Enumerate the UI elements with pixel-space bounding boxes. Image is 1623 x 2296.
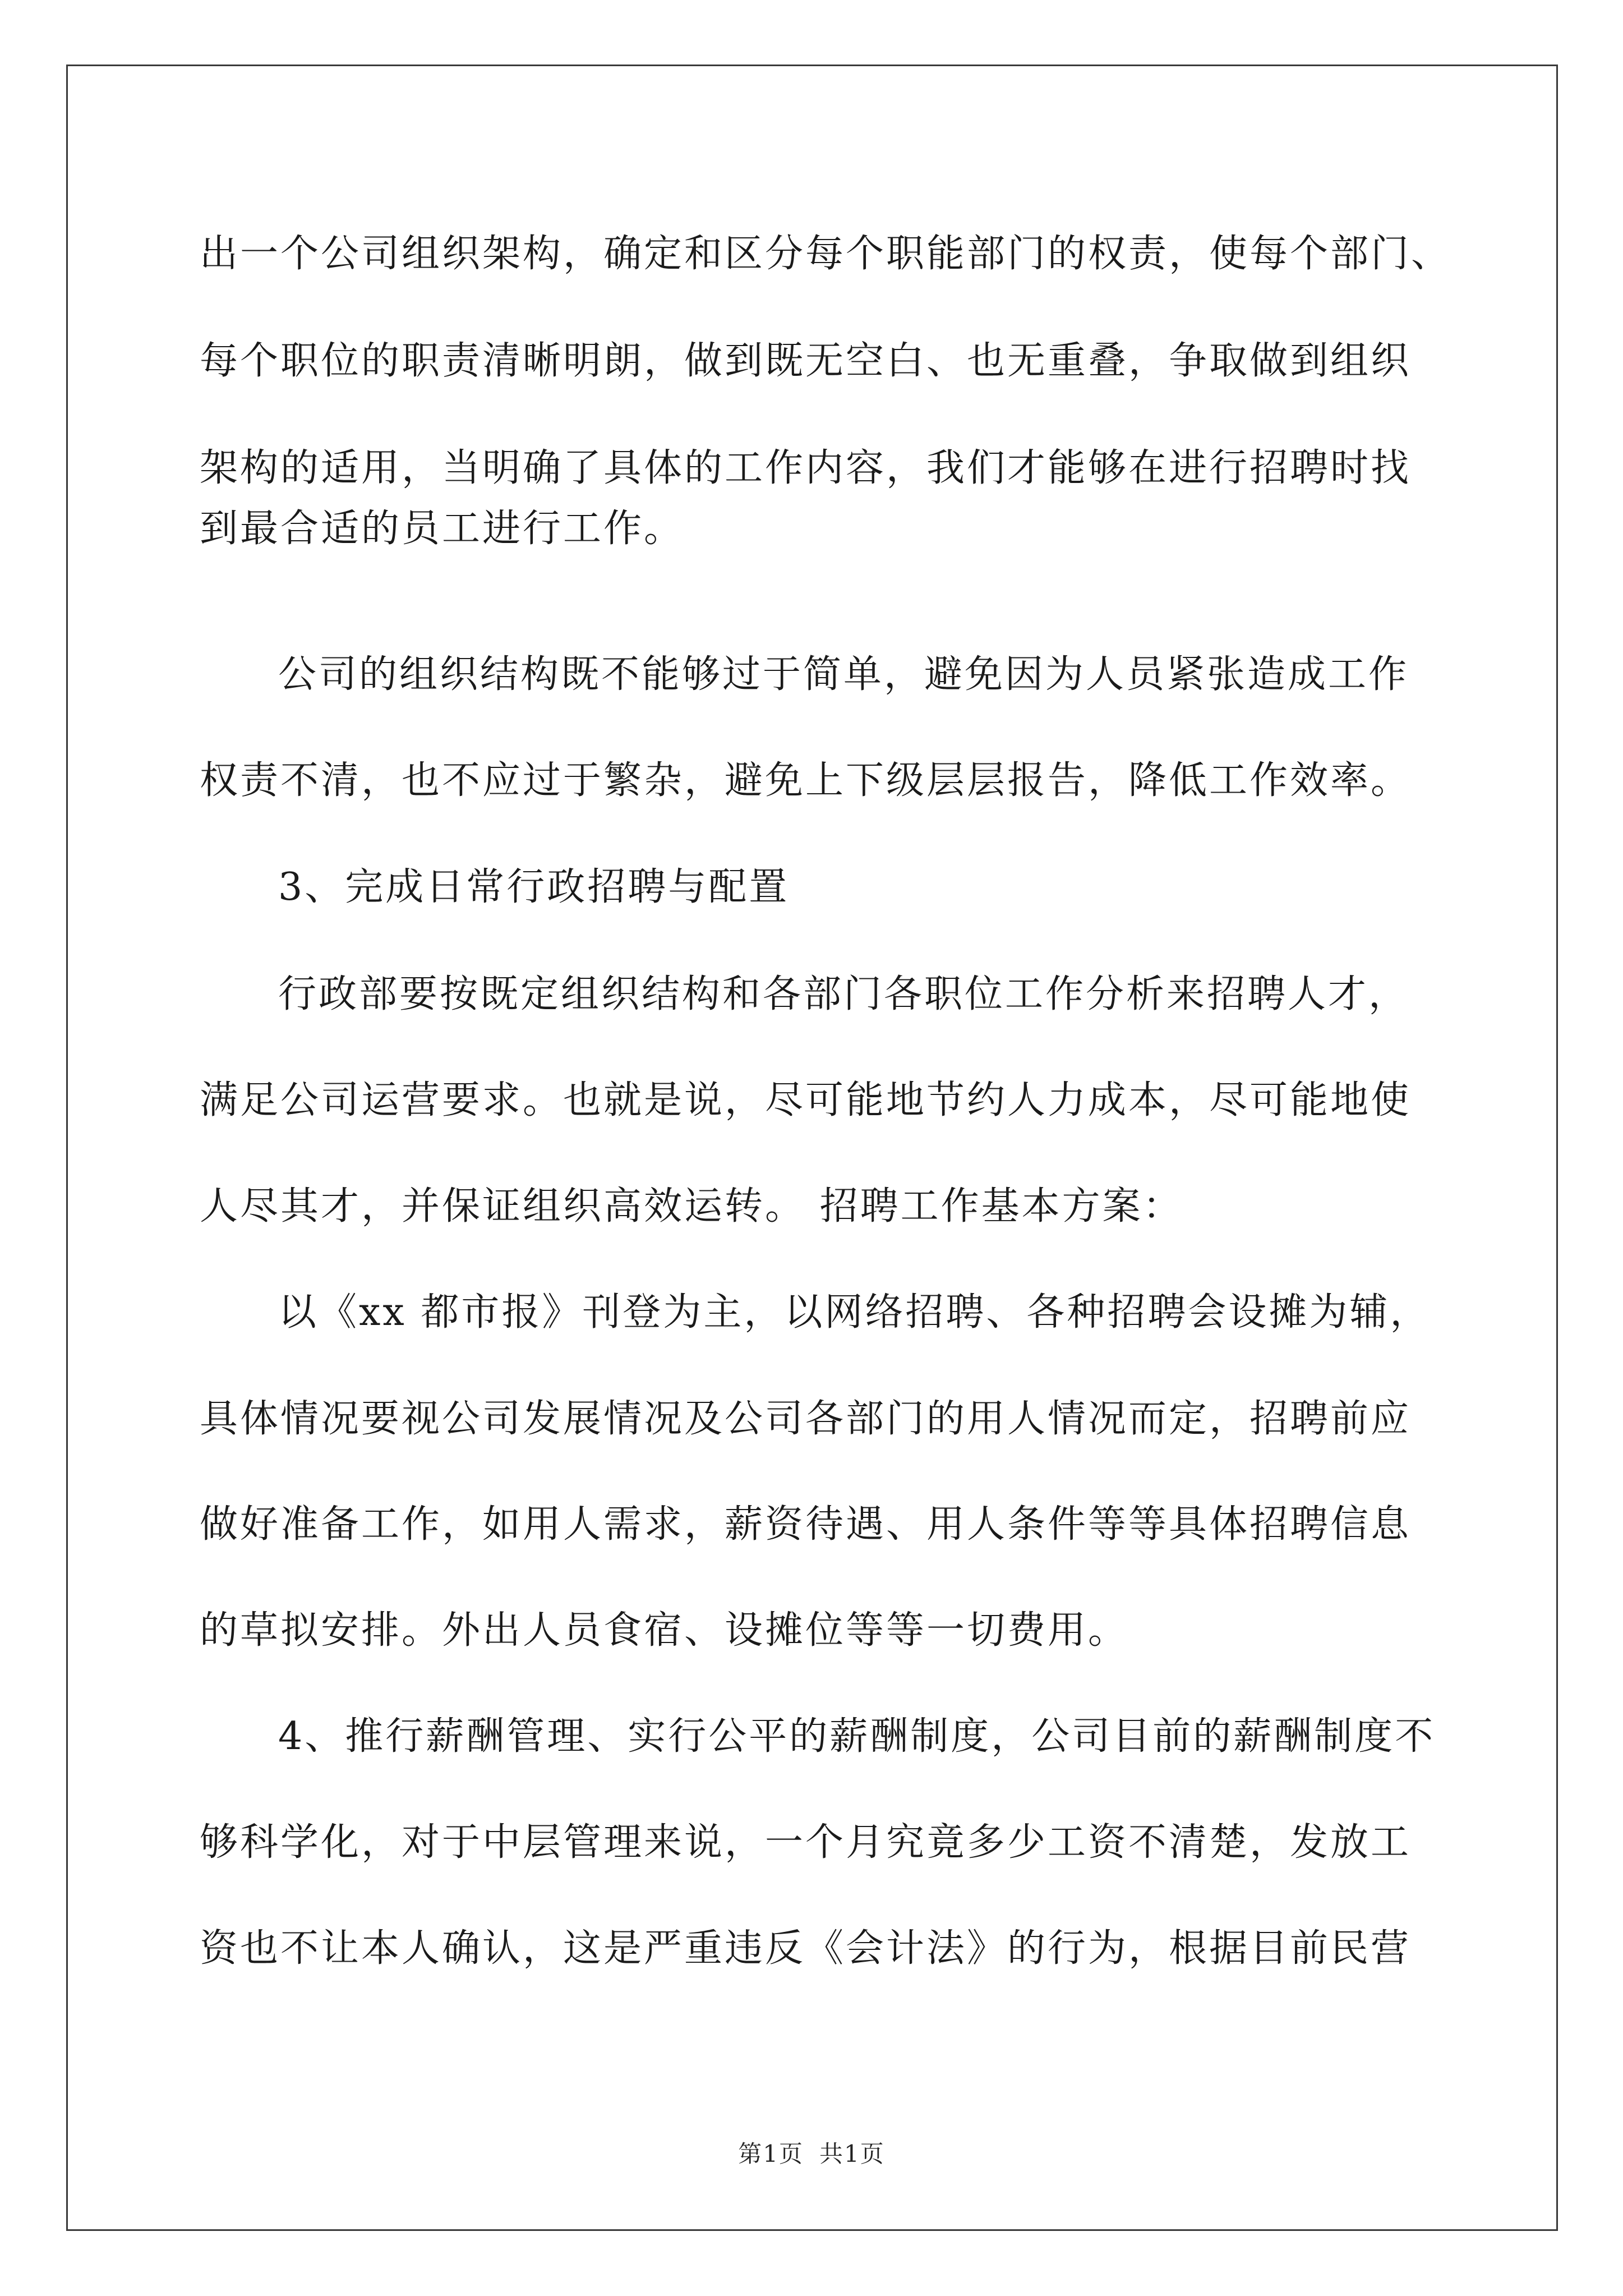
text-line: 出一个公司组织架构，确定和区分每个职能部门的权责，使每个部门、 xyxy=(200,232,1452,276)
text-line: 人尽其才，并保证组织高效运转。 招聘工作基本方案： xyxy=(200,1184,1183,1228)
text-line: 做好准备工作，如用人需求，薪资待遇、用人条件等等具体招聘信息 xyxy=(200,1502,1412,1547)
page-border xyxy=(66,65,1558,2231)
text-line: 到最合适的员工进行工作。 xyxy=(200,507,685,551)
paragraph-first-line: 以《xx 都市报》刊登为主，以网络招聘、各种招聘会设摊为辅， xyxy=(278,1290,1431,1335)
page-footer xyxy=(0,2140,1623,2168)
text-line: 资也不让本人确认，这是严重违反《会计法》的行为，根据目前民营 xyxy=(200,1926,1412,1971)
page-total: 共1页 xyxy=(819,2140,885,2168)
text-line: 够科学化，对于中层管理来说，一个月究竟多少工资不清楚，发放工 xyxy=(200,1820,1412,1865)
text-line: 具体情况要视公司发展情况及公司各部门的用人情况而定，招聘前应 xyxy=(200,1397,1412,1441)
section-heading: 3、完成日常行政招聘与配置 xyxy=(278,865,790,909)
page-number: 第1页 xyxy=(738,2140,804,2168)
paragraph-first-line: 公司的组织结构既不能够过于简单，避免因为人员紧张造成工作 xyxy=(278,652,1409,697)
text-line: 满足公司运营要求。也就是说，尽可能地节约人力成本，尽可能地使 xyxy=(200,1078,1412,1122)
text-line: 每个职位的职责清晰明朗，做到既无空白、也无重叠，争取做到组织 xyxy=(200,339,1412,383)
text-line: 的草拟安排。外出人员食宿、设摊位等等一切费用。 xyxy=(200,1608,1129,1653)
text-line: 架构的适用，当明确了具体的工作内容，我们才能够在进行招聘时找 xyxy=(200,446,1412,490)
text-line: 权责不清，也不应过于繁杂，避免上下级层层报告，降低工作效率。 xyxy=(200,758,1412,803)
paragraph-first-line: 4、推行薪酬管理、实行公平的薪酬制度，公司目前的薪酬制度不 xyxy=(278,1714,1436,1759)
paragraph-first-line: 行政部要按既定组织结构和各部门各职位工作分析来招聘人才， xyxy=(278,972,1409,1016)
